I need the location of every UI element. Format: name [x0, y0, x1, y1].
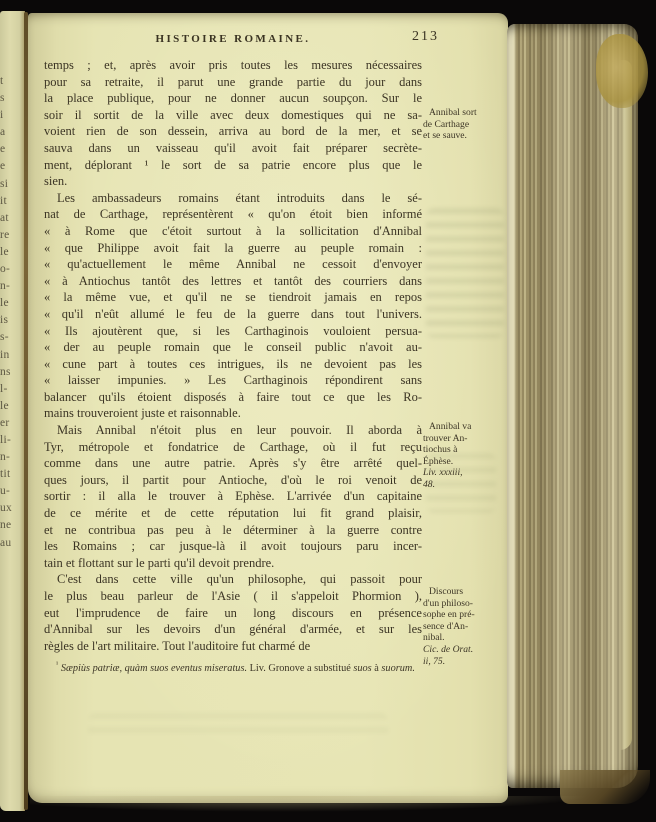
- fore-edge-page-stack: [507, 24, 638, 788]
- facing-page-edge: [0, 11, 25, 811]
- fore-edge-top-corner: [596, 34, 648, 108]
- footnote-word: suorum.: [381, 663, 415, 674]
- book-page: [28, 13, 508, 803]
- footnote-comment: Gronove a substitué: [268, 663, 351, 674]
- body-text: [44, 57, 422, 654]
- footnote-marker: ¹: [56, 659, 59, 669]
- footnote-connector: à: [374, 663, 379, 674]
- footnote-word: suos: [353, 663, 372, 674]
- margin-note-annibal-antiochus: Annibal va trouver An- tiochus à Éphèse. Liv. xxxiii, 48.: [423, 421, 509, 491]
- page-bottom-edge: [30, 796, 590, 812]
- facing-page-text-fragments: t s i a e e si it at re le o- n- le is s- in ns l- le er li- n- tit u- ux ne au: [0, 75, 13, 549]
- page-number: 213: [412, 29, 439, 44]
- running-title: HISTOIRE ROMAINE.: [155, 33, 311, 45]
- paragraph-2: Les ambassadeurs romains étant introduits dans le sé- nat de Carthage, représentèrent « qu'on étoit bien informé « à Rome que c'étoit surtout à la sollicitation d'Annibal « que Philippe avoit fait la guerre au peuple romain : « qu'actuellement le même Annibal ne cessoit d'envoyer « à Antiochus tantôt des lettres et tantôt des courriers dans « la même vue, et qu'il ne se tiendroit jamais en repos « qu'il n'eût allumé le feu de la guerre dans tout l'univers. « Ils ajoutèrent que, si les Carthaginois vouloient persua- « der au peuple romain que le conseil public n'avoit au- « cune part à toutes ces intrigues, ils ne devoient pas les « laisser impunies. » Les Carthaginois répondirent sans balancer qu'ils étoient disposés à faire tout ce que les Ro- mains trouveroient juste et raisonnable.: [44, 190, 422, 421]
- ink-bleed-through: [88, 713, 388, 739]
- margin-note-annibal-sort: Annibal sort de Carthage et se sauve.: [423, 107, 477, 142]
- footnote-source: Liv.: [249, 663, 266, 674]
- margin-note-citation: Cic. de Orat. ii, 75.: [423, 643, 474, 667]
- margin-note-discours-philosophe: Discours d'un philoso- sophe en pré- sence d'An- nibal. Cic. de Orat. ii, 75.: [423, 586, 509, 667]
- footnote-line: [44, 661, 422, 677]
- margin-note-citation: Liv. xxxiii, 48.: [423, 467, 463, 490]
- paragraph-1: temps ; et, après avoir pris toutes les mesures nécessaires pour sa retraite, il parut une grande partie du jour dans la place publique, pour ne donner aucun soupçon. Sur le soir il sortit de la ville avec deux domestiques qui ne sa- voient rien de son dessein, arriva au bord de la mer, et se sauva dans un vaisseau qu'il avoit fait préparer secrète- ment, déplorant ¹ le sort de sa patrie encore plus que le sien.: [44, 58, 422, 189]
- paragraph-4: C'est dans cette ville qu'un philosophe, qui passoit pour le plus beau parleur de l'Asie ( il s'appeloit Phormion ), eut l'imprudence de faire un long discours en présence d'Annibal sur les devoirs d'un général d'armée, et sur les règles de l'art militaire. Tout l'auditoire fut charmé de: [44, 572, 422, 653]
- paragraph-3: Mais Annibal n'étoit plus en leur pouvoir. Il aborda à Tyr, métropole et fondatrice de Carthage, où il fut reçu comme dans une autre patrie. Après s'y être arrêté quel- ques jours, il partit pour Antioche, d'où le roi venoit de sortir : il alla le trouver à Ephèse. L'arrivée d'un capitaine de ce mérite et de cette réputation lui fit grand plaisir, et ne contribua pas peu à le déterminer à la guerre contre les Romains ; car jusque-là il avoit toujours paru incer- tain et flottant sur le parti qu'il devoit prendre.: [44, 423, 422, 570]
- ink-bleed-through: [426, 208, 504, 338]
- footnote: [44, 661, 422, 677]
- fore-edge-highlight: [620, 60, 632, 750]
- footnote-latin-quote: Sæpiùs patriæ, quàm suos eventus miseratus.: [60, 663, 248, 674]
